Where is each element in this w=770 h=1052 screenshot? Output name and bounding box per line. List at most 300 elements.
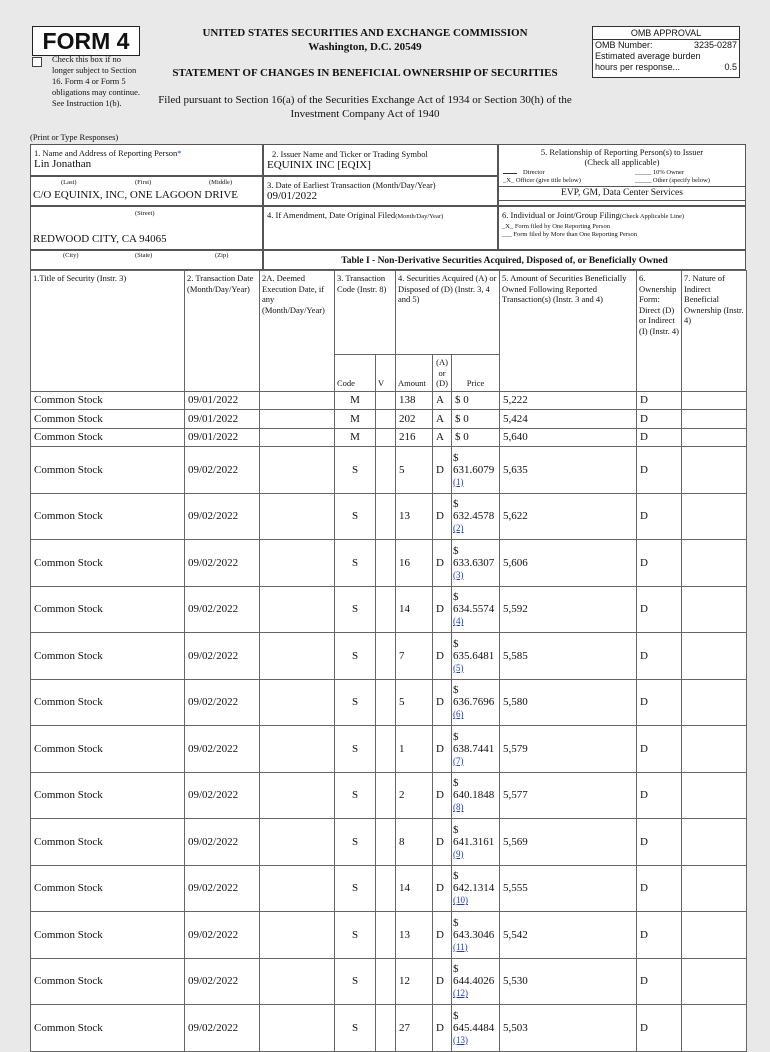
last-label: (Last) [61, 179, 77, 186]
deemed-date-cell [260, 493, 335, 540]
v-flag-cell [376, 493, 396, 540]
table-row [31, 772, 747, 819]
price-value: 638.7441 [453, 742, 495, 755]
price-value: 645.4484 [453, 1021, 495, 1034]
col-ownership-form-header: 6. Ownership Form: Direct (D) or Indirect (I) (Instr. 4) [637, 271, 682, 392]
box2-issuer [263, 144, 498, 176]
pursuant-line-1: Filed pursuant to Section 16(a) of the Securities Exchange Act of 1934 or Section 30(h) of the [158, 94, 572, 106]
footnote-link[interactable]: (5) [453, 662, 464, 673]
owned-following-cell: 5,592 [500, 586, 637, 633]
ownership-form-cell: D [637, 912, 682, 959]
acquired-disposed-cell: D [433, 679, 452, 726]
nature-of-ownership-cell [682, 391, 747, 410]
amount-cell: 1 [396, 726, 433, 773]
security-title-cell: Common Stock [31, 391, 185, 410]
price-currency: $ [453, 1009, 459, 1022]
security-title-cell: Common Stock [31, 493, 185, 540]
ownership-form-cell: D [637, 1005, 682, 1052]
table-row [31, 633, 747, 680]
ownership-form-cell: D [637, 726, 682, 773]
omb-approval-box [592, 26, 740, 78]
price-currency: $ [453, 451, 459, 464]
ownership-form-cell: D [637, 819, 682, 866]
table-row [31, 958, 747, 1005]
transaction-date-cell: 09/02/2022 [185, 540, 260, 587]
print-type-note: (Print or Type Responses) [30, 132, 119, 142]
ten-percent-owner-option[interactable]: _____ 10% Owner [635, 169, 685, 176]
security-title-cell: Common Stock [31, 586, 185, 633]
acquired-disposed-cell: D [433, 726, 452, 773]
v-flag-cell [376, 726, 396, 773]
transaction-code-cell: M [335, 410, 376, 429]
footnote-link[interactable]: (8) [453, 802, 464, 813]
sub-v-header: V [376, 355, 396, 392]
security-title-cell: Common Stock [31, 428, 185, 447]
box6-label-row [499, 207, 745, 222]
nature-of-ownership-cell [682, 410, 747, 429]
nature-of-ownership-cell [682, 493, 747, 540]
transaction-date-cell: 09/02/2022 [185, 726, 260, 773]
v-flag-cell [376, 586, 396, 633]
ownership-form-cell: D [637, 391, 682, 410]
table-row [31, 447, 747, 494]
owned-following-cell: 5,424 [500, 410, 637, 429]
nature-of-ownership-cell [682, 540, 747, 587]
transaction-date-cell: 09/01/2022 [185, 410, 260, 429]
owned-following-cell: 5,635 [500, 447, 637, 494]
amount-cell: 12 [396, 958, 433, 1005]
omb-hours-value: 0.5 [724, 62, 737, 72]
zip-label: (Zip) [215, 252, 229, 259]
pursuant-line-2: Investment Company Act of 1940 [290, 108, 440, 120]
officer-option[interactable]: _X_ Officer (give title below) [503, 177, 581, 184]
v-flag-cell [376, 391, 396, 410]
price-currency: $ [453, 544, 459, 557]
price-value: 643.3046 [453, 928, 495, 941]
footnote-link[interactable]: (9) [453, 848, 464, 859]
deemed-date-cell [260, 540, 335, 587]
table1-title: Table I - Non-Derivative Securities Acquired, Disposed of, or Beneficially Owned [263, 250, 746, 270]
table-row [31, 493, 747, 540]
transaction-date-cell: 09/02/2022 [185, 586, 260, 633]
nature-of-ownership-cell [682, 633, 747, 680]
transaction-date-cell: 09/01/2022 [185, 391, 260, 410]
security-title-cell: Common Stock [31, 1005, 185, 1052]
security-title-cell: Common Stock [31, 447, 185, 494]
transaction-code-cell: M [335, 428, 376, 447]
price-cell [452, 633, 500, 680]
checkbox-note: Check this box if no longer subject to Section 16. Form 4 or Form 5 obligations may continue. See Instruction 1(b). [52, 54, 141, 108]
deemed-date-cell [260, 410, 335, 429]
agency-header [160, 26, 570, 54]
footnote-link[interactable]: (12) [453, 988, 469, 999]
v-flag-cell [376, 633, 396, 680]
price-value: 631.6079 [453, 463, 495, 476]
table-row [31, 586, 747, 633]
security-title-cell: Common Stock [31, 865, 185, 912]
transaction-date-cell: 09/02/2022 [185, 679, 260, 726]
box5-label-line-1: 5. Relationship of Reporting Person(s) to Issuer [540, 147, 704, 157]
amount-cell: 13 [396, 912, 433, 959]
deemed-date-cell [260, 958, 335, 1005]
box1-name [30, 144, 263, 176]
price-currency: $ [453, 963, 459, 976]
box1-city [30, 250, 263, 270]
deemed-date-cell [260, 819, 335, 866]
state-label: (State) [135, 252, 153, 259]
ownership-form-cell: D [637, 540, 682, 587]
nature-of-ownership-cell [682, 586, 747, 633]
table-row [31, 540, 747, 587]
ownership-form-cell: D [637, 865, 682, 912]
owned-following-cell: 5,530 [500, 958, 637, 1005]
box4-label: 4. If Amendment, Date Original Filed [267, 210, 396, 220]
deemed-date-cell [260, 586, 335, 633]
acquired-disposed-cell: D [433, 1005, 452, 1052]
other-option[interactable]: _____ Other (specify below) [635, 177, 710, 184]
agency-name: UNITED STATES SECURITIES AND EXCHANGE COMMISSION [202, 27, 528, 39]
security-title-cell: Common Stock [31, 819, 185, 866]
v-flag-cell [376, 865, 396, 912]
owned-following-cell: 5,622 [500, 493, 637, 540]
footnote-link[interactable]: (3) [453, 569, 464, 580]
deemed-date-cell [260, 1005, 335, 1052]
owned-following-cell: 5,542 [500, 912, 637, 959]
box1-address [30, 176, 263, 206]
transaction-date-cell: 09/02/2022 [185, 772, 260, 819]
footnote-link[interactable]: (7) [453, 755, 464, 766]
director-label: Director [523, 169, 545, 176]
table-row [31, 865, 747, 912]
reporting-person-name: Lin Jonathan [34, 158, 92, 170]
price-value: 641.3161 [453, 835, 495, 848]
deemed-date-cell [260, 679, 335, 726]
acquired-disposed-cell: D [433, 447, 452, 494]
box2-label: 2. Issuer Name and Ticker or Trading Symbol [272, 149, 428, 159]
price-cell: $ 0 [452, 391, 500, 410]
v-flag-cell [376, 410, 396, 429]
transaction-code-cell: S [335, 819, 376, 866]
sub-price-header: Price [452, 355, 500, 392]
box3-date [263, 176, 498, 206]
amount-cell: 8 [396, 819, 433, 866]
v-flag-cell [376, 540, 396, 587]
price-value: 642.1314 [453, 882, 495, 895]
one-person-option[interactable]: _X_ Form filed by One Reporting Person [502, 223, 610, 230]
v-flag-cell [376, 958, 396, 1005]
footnote-link[interactable]: (11) [453, 941, 468, 952]
amount-cell: 216 [396, 428, 433, 447]
security-title-cell: Common Stock [31, 540, 185, 587]
box1-label-row [31, 145, 262, 158]
owned-following-cell: 5,580 [500, 679, 637, 726]
amount-cell: 13 [396, 493, 433, 540]
col-owned-header: 5. Amount of Securities Beneficially Owned Following Reported Transaction(s) (Instr. 3 and 4) [500, 271, 637, 392]
amount-cell: 7 [396, 633, 433, 680]
price-currency: $ [453, 684, 459, 697]
owned-following-cell: 5,579 [500, 726, 637, 773]
table-row [31, 391, 747, 410]
price-currency: $ [453, 730, 459, 743]
ownership-form-cell: D [637, 447, 682, 494]
ownership-form-cell: D [637, 493, 682, 540]
price-currency: $ [453, 777, 459, 790]
nature-of-ownership-cell [682, 726, 747, 773]
price-value: 633.6307 [453, 556, 495, 569]
security-title-cell: Common Stock [31, 633, 185, 680]
v-flag-cell [376, 819, 396, 866]
amount-cell: 5 [396, 447, 433, 494]
price-cell [452, 447, 500, 494]
acquired-disposed-cell: D [433, 958, 452, 1005]
transaction-code-cell: S [335, 633, 376, 680]
deemed-date-cell [260, 772, 335, 819]
price-cell [452, 586, 500, 633]
transaction-code-cell: S [335, 772, 376, 819]
price-cell [452, 912, 500, 959]
first-label: (First) [135, 179, 152, 186]
transaction-date-cell: 09/02/2022 [185, 865, 260, 912]
price-cell [452, 679, 500, 726]
transaction-code-cell: S [335, 679, 376, 726]
nature-of-ownership-cell [682, 772, 747, 819]
price-cell [452, 958, 500, 1005]
city-state-zip: REDWOOD CITY, CA 94065 [33, 233, 167, 245]
acquired-disposed-cell: D [433, 772, 452, 819]
security-title-cell: Common Stock [31, 912, 185, 959]
ownership-form-cell: D [637, 772, 682, 819]
ownership-form-cell: D [637, 633, 682, 680]
col-deemed-date-header: 2A. Deemed Execution Date, if any (Month/Day/Year) [260, 271, 335, 392]
acquired-disposed-cell: D [433, 819, 452, 866]
transaction-code-cell: S [335, 447, 376, 494]
price-value: 640.1848 [453, 789, 495, 802]
footnote-link[interactable]: (6) [453, 709, 464, 720]
box1-street [30, 206, 263, 250]
acquired-disposed-cell: D [433, 493, 452, 540]
box6-label-small: (Check Applicable Line) [619, 213, 685, 220]
transaction-date-cell: 09/02/2022 [185, 958, 260, 1005]
omb-burden-label: Estimated average burden [595, 51, 701, 61]
security-title-cell: Common Stock [31, 958, 185, 1005]
omb-title: OMB APPROVAL [593, 27, 739, 40]
v-flag-cell [376, 428, 396, 447]
nature-of-ownership-cell [682, 428, 747, 447]
amount-cell: 27 [396, 1005, 433, 1052]
price-cell [452, 772, 500, 819]
v-flag-cell [376, 447, 396, 494]
ownership-form-cell: D [637, 410, 682, 429]
price-currency: $ [453, 637, 459, 650]
amount-cell: 202 [396, 410, 433, 429]
transaction-code-cell: S [335, 912, 376, 959]
price-cell [452, 819, 500, 866]
transaction-date-cell: 09/02/2022 [185, 1005, 260, 1052]
owned-following-cell: 5,606 [500, 540, 637, 587]
v-flag-cell [376, 772, 396, 819]
table1 [30, 270, 747, 1052]
acquired-disposed-cell: D [433, 586, 452, 633]
deemed-date-cell [260, 633, 335, 680]
nature-of-ownership-cell [682, 819, 747, 866]
nature-of-ownership-cell [682, 865, 747, 912]
col-acquired-header: 4. Securities Acquired (A) or Disposed of (D) (Instr. 3, 4 and 5) [396, 271, 500, 355]
price-cell [452, 493, 500, 540]
table1-body [31, 391, 747, 1051]
transaction-code-cell: M [335, 391, 376, 410]
transaction-code-cell: S [335, 1005, 376, 1052]
acquired-disposed-cell: A [433, 410, 452, 429]
amount-cell: 14 [396, 586, 433, 633]
ownership-form-cell: D [637, 958, 682, 1005]
transaction-code-cell: S [335, 586, 376, 633]
nature-of-ownership-cell [682, 958, 747, 1005]
owned-following-cell: 5,222 [500, 391, 637, 410]
nature-of-ownership-cell [682, 679, 747, 726]
ownership-form-cell: D [637, 428, 682, 447]
col-code-header: 3. Transaction Code (Instr. 8) [335, 271, 396, 355]
table-row [31, 679, 747, 726]
box4-label-small: (Month/Day/Year) [395, 213, 444, 220]
transaction-code-cell: S [335, 726, 376, 773]
agency-address: Washington, D.C. 20549 [308, 41, 422, 53]
box6-filing [498, 206, 746, 250]
footnote-link[interactable]: (2) [453, 523, 464, 534]
price-value: 635.6481 [453, 649, 495, 662]
transaction-date-cell: 09/02/2022 [185, 447, 260, 494]
table-row [31, 1005, 747, 1052]
sub-amount-header: Amount [396, 355, 433, 392]
deemed-date-cell [260, 865, 335, 912]
owned-following-cell: 5,569 [500, 819, 637, 866]
price-value: 644.4026 [453, 975, 495, 988]
amount-cell: 138 [396, 391, 433, 410]
transaction-date-cell: 09/02/2022 [185, 493, 260, 540]
amount-cell: 16 [396, 540, 433, 587]
table-row [31, 410, 747, 429]
acquired-disposed-cell: D [433, 865, 452, 912]
price-cell: $ 0 [452, 410, 500, 429]
footnote-link[interactable]: (10) [453, 895, 469, 906]
amount-cell: 2 [396, 772, 433, 819]
street-address: C/O EQUINIX, INC, ONE LAGOON DRIVE [33, 189, 239, 201]
table1-header-row [31, 271, 747, 355]
transaction-date-cell: 09/02/2022 [185, 912, 260, 959]
col-nature-header: 7. Nature of Indirect Beneficial Ownership (Instr. 4) [682, 271, 747, 392]
amount-cell: 14 [396, 865, 433, 912]
transaction-date-cell: 09/02/2022 [185, 819, 260, 866]
table-row [31, 819, 747, 866]
owned-following-cell: 5,555 [500, 865, 637, 912]
footnote-link[interactable]: (4) [453, 616, 464, 627]
box1-label: 1. Name and Address of Reporting Person [34, 148, 178, 158]
form-title: FORM 4 [32, 26, 140, 56]
security-title-cell: Common Stock [31, 726, 185, 773]
price-value: 632.4578 [453, 510, 495, 523]
owned-following-cell: 5,577 [500, 772, 637, 819]
price-currency: $ [453, 916, 459, 929]
sub-aord-header: (A) or (D) [433, 355, 452, 392]
v-flag-cell [376, 912, 396, 959]
nature-of-ownership-cell [682, 447, 747, 494]
price-currency: $ [453, 870, 459, 883]
director-option[interactable] [503, 169, 603, 176]
box1-asterisk: * [177, 148, 182, 158]
statement-title: STATEMENT OF CHANGES IN BENEFICIAL OWNERSHIP OF SECURITIES [172, 67, 558, 79]
ownership-form-cell: D [637, 586, 682, 633]
box4-amendment [263, 206, 498, 250]
box5-label [499, 145, 745, 167]
price-cell [452, 865, 500, 912]
street-label: (Street) [135, 210, 155, 217]
table-row [31, 726, 747, 773]
security-title-cell: Common Stock [31, 410, 185, 429]
acquired-disposed-cell: A [433, 391, 452, 410]
table-row [31, 428, 747, 447]
owned-following-cell: 5,585 [500, 633, 637, 680]
deemed-date-cell [260, 447, 335, 494]
footnote-link[interactable]: (1) [453, 476, 464, 487]
price-currency: $ [453, 823, 459, 836]
footnote-link[interactable]: (13) [453, 1034, 469, 1045]
owned-following-cell: 5,640 [500, 428, 637, 447]
box4-label-row [264, 207, 497, 220]
col-title-header: 1.Title of Security (Instr. 3) [31, 271, 185, 392]
transaction-code-cell: S [335, 958, 376, 1005]
city-label: (City) [63, 252, 79, 259]
sub-code-header: Code [335, 355, 376, 392]
omb-number-value: 3235-0287 [693, 40, 737, 50]
v-flag-cell [376, 1005, 396, 1052]
acquired-disposed-cell: D [433, 540, 452, 587]
transaction-date-cell: 09/01/2022 [185, 428, 260, 447]
transaction-code-cell: S [335, 493, 376, 540]
price-value: 634.5574 [453, 603, 495, 616]
acquired-disposed-cell: D [433, 912, 452, 959]
price-currency: $ [453, 591, 459, 604]
price-cell [452, 1005, 500, 1052]
ownership-form-cell: D [637, 679, 682, 726]
deemed-date-cell [260, 726, 335, 773]
acquired-disposed-cell: D [433, 633, 452, 680]
box6-label: 6. Individual or Joint/Group Filing [502, 210, 620, 220]
security-title-cell: Common Stock [31, 772, 185, 819]
price-cell [452, 540, 500, 587]
deemed-date-cell [260, 391, 335, 410]
issuer-name: EQUINIX INC [EQIX] [267, 159, 371, 171]
transaction-code-cell: S [335, 865, 376, 912]
col-date-header: 2. Transaction Date (Month/Day/Year) [185, 271, 260, 392]
deemed-date-cell [260, 428, 335, 447]
omb-hours-label: hours per response... [595, 62, 681, 72]
middle-label: (Middle) [209, 179, 233, 186]
price-cell: $ 0 [452, 428, 500, 447]
no-longer-subject-checkbox[interactable] [32, 57, 42, 67]
price-value: 636.7696 [453, 696, 495, 709]
amount-cell: 5 [396, 679, 433, 726]
omb-number-label: OMB Number: [595, 40, 653, 50]
price-cell [452, 726, 500, 773]
security-title-cell: Common Stock [31, 679, 185, 726]
transaction-code-cell: S [335, 540, 376, 587]
nature-of-ownership-cell [682, 912, 747, 959]
multiple-persons-option[interactable]: ___ Form filed by More than One Reporting Person [502, 231, 638, 238]
deemed-date-cell [260, 912, 335, 959]
pursuant-text [145, 93, 585, 121]
table-row [31, 912, 747, 959]
transaction-date-cell: 09/02/2022 [185, 633, 260, 680]
v-flag-cell [376, 679, 396, 726]
